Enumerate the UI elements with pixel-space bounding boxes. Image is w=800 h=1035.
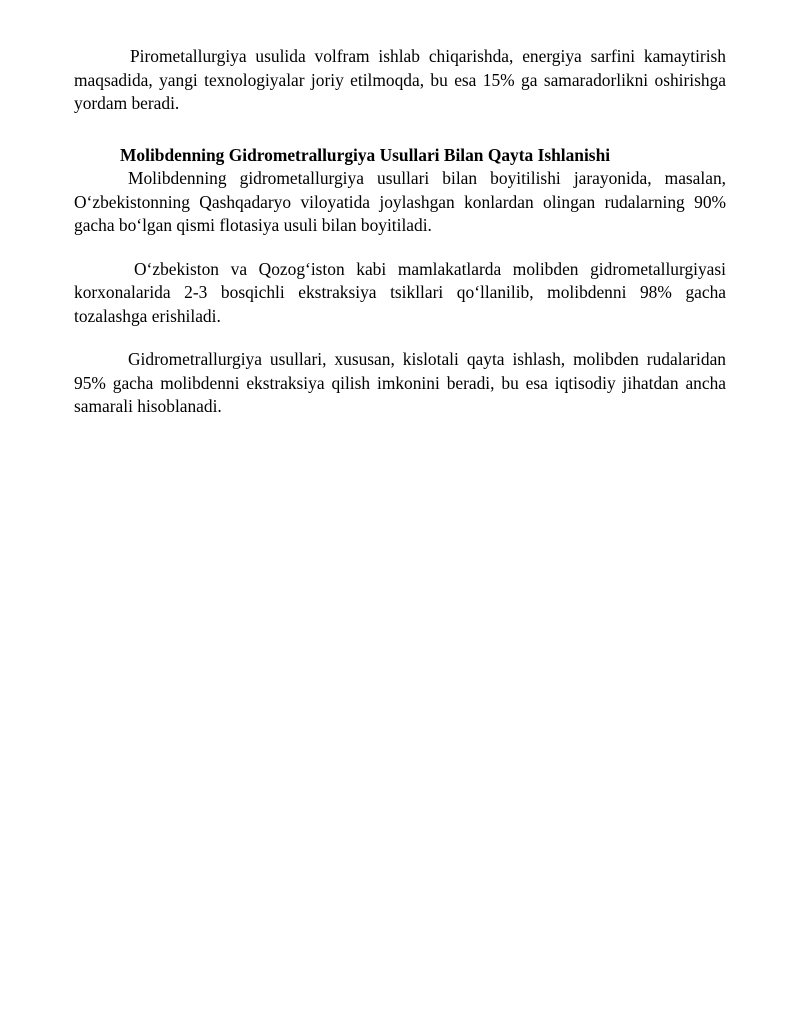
paragraph-extraction-cycles: O‘zbekiston va Qozog‘iston kabi mamlakatlarda molibden gidrometallurgiyasi korxonalarida 2-3 bosqichli ekstraksiya tsikllari qo‘llanilib, molibdenni 98% gacha tozalashga erishiladi.: [74, 258, 726, 326]
paragraph-pyrometallurgy: Pirometallurgiya usulida volfram ishlab chiqarishda, energiya sarfini kamaytirish maqsadida, yangi texnologiyalar joriy etilmoqda, bu esa 15% ga samaradorlikni oshirishga yordam beradi.: [74, 46, 726, 113]
paragraph-acid-processing: Gidrometrallurgiya usullari, xususan, kislotali qayta ishlash, molibden rudalaridan 95% gacha molibdenni ekstraksiya qilish imkonini beradi, bu esa iqtisodiy jihatdan ancha samarali hisoblanadi.: [74, 349, 726, 416]
section-heading: Molibdenning Gidrometrallurgiya Usullari Bilan Qayta Ishlanishi: [120, 144, 611, 165]
paragraph-spacer: [74, 328, 726, 348]
paragraph-spacer: [74, 238, 726, 258]
document-page: [74, 45, 726, 419]
paragraph-molybdenum-enrichment: Molibdenning gidrometallurgiya usullari bilan boyitilishi jarayonida, masalan, O‘zbekistonning Qashqadaryo viloyatida joylashgan konlardan olingan rudalarning 90% gacha bo‘lgan qismi flotasiya usuli bilan boyitiladi.: [74, 168, 726, 235]
